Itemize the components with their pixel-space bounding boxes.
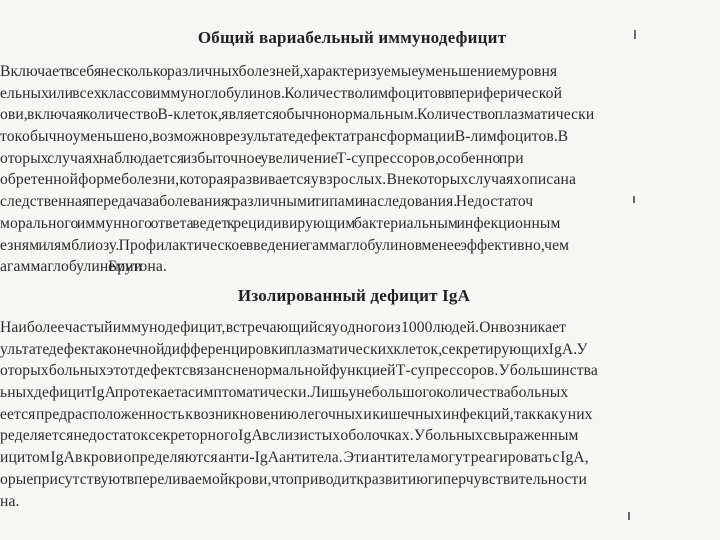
scan-artifact-mark [628, 512, 630, 520]
text-line: на. [0, 492, 20, 510]
text-line: морального иммунного ответа ведет к рецидивирующим бактериальным инфекционным [0, 214, 561, 232]
section-title-iga: Изолированный дефицит IgA [237, 286, 471, 305]
text-line: езням и лямблиозу. Профилактическое введение гаммаглобулинов менее эффективно, чем [0, 236, 570, 254]
text-line: ультате дефекта конечной дифференцировки плазматических клеток, секретирующих IgA. У [0, 340, 588, 358]
text-line: ьных дефицит IgA протекает асимптоматически. Лишь у небольшого количества больных [0, 384, 569, 402]
text-line: ределяется недостаток секреторного IgA в слизистых оболочках. У больных с выраженным [0, 427, 579, 445]
section-title-cvid: Общий вариабельный иммунодефицит [197, 28, 507, 47]
text-line: оторых больных этот дефект связан с ненормальной функцией Т-супрессоров. У большинства [0, 362, 598, 380]
text-line: следственная передача заболевания с различными типами наследования. Недостаточ [0, 193, 534, 211]
text-line: обретенной форме болезни, которая развивается у взрослых. В некоторых случаях описана [0, 171, 576, 189]
text-line: агаммаглобулинемии Брутона. [0, 258, 167, 276]
text-line: ицитом IgA в крови определяются анти-IgA антитела. Эти антитела могут реагировать с IgA, [0, 449, 589, 467]
text-line: ток обычно уменьшено, возможно в результате дефекта трансформации B-лимфоцитов. В [0, 128, 569, 146]
scan-artifact-mark [634, 30, 636, 39]
text-line: ельных или всех классов иммуноглобулинов. Количество лимфоцитов в периферической [0, 84, 563, 102]
paragraph-cvid [0, 61, 720, 278]
scan-artifact-mark [633, 196, 635, 203]
text-line: Наиболее частый иммунодефицит, встречающийся у одного из 1000 людей. Он возникает [0, 319, 567, 336]
text-line: ови, включая количество B-клеток, является обычно нормальным. Количество плазматически [0, 106, 595, 124]
text-line: орые присутствуют в переливаемой крови, что приводит к развитию гиперчувствительности [0, 470, 587, 488]
text-line: Включает в себя несколько различных болезней, характеризуемые уменьшением уровня [0, 63, 558, 80]
text-line: еется предрасположенность к возникновению легочных и кишечных инфекций, так как у них [0, 405, 593, 423]
paragraph-iga [0, 317, 720, 512]
text-line: оторых случаях наблюдается избыточное увеличение Т-супрессоров, особенно при [0, 149, 524, 167]
